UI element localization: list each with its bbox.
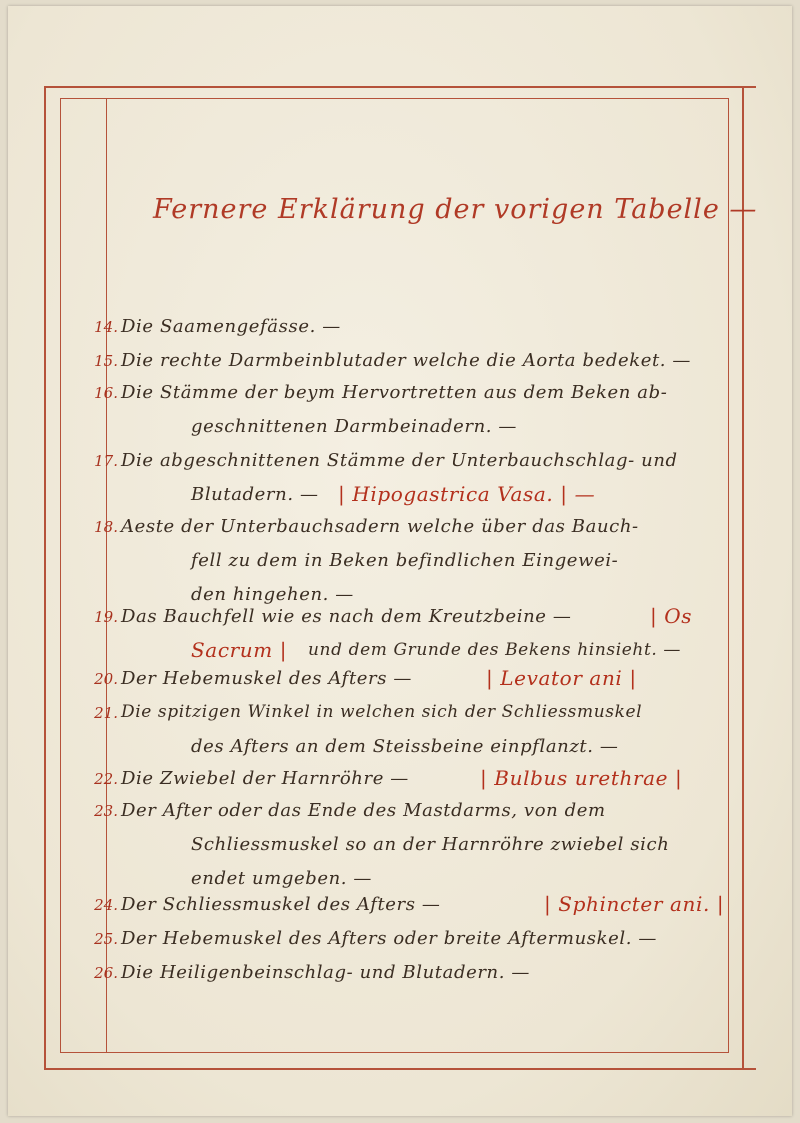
entry-row	[8, 342, 792, 376]
latin-term: | Bulbus urethrae |	[480, 766, 683, 790]
entry-number: 25.	[94, 930, 118, 948]
entry-number: 15.	[94, 352, 118, 370]
latin-term: | Hipogastrica Vasa. | —	[338, 482, 596, 506]
entry-line: Der Hebemuskel des Afters oder breite Aftermuskel. —	[121, 928, 657, 949]
entry-number: 26.	[94, 964, 118, 982]
entry-line: Schliessmuskel so an der Harnröhre zwiebel sich	[191, 834, 670, 855]
entry-number: 14.	[94, 318, 118, 336]
entry-line: endet umgeben. —	[191, 868, 373, 889]
latin-term: | Levator ani |	[486, 666, 637, 690]
entry-row	[8, 308, 792, 342]
entry-row	[8, 792, 792, 889]
entry-number: 23.	[94, 802, 118, 820]
latin-term: | Os	[650, 604, 693, 628]
latin-term: Sacrum |	[191, 638, 288, 662]
entry-line: Die Zwiebel der Harnröhre —	[121, 768, 409, 789]
entry-line: Die Stämme der beym Hervortretten aus dem Beken ab-	[121, 382, 668, 403]
entry-number: 24.	[94, 896, 118, 914]
entry-line: geschnittenen Darmbeinadern. —	[191, 416, 518, 437]
entry-line: Die Saamengefässe. —	[121, 316, 341, 337]
entry-number: 16.	[94, 384, 118, 402]
entry-line: Der Schliessmuskel des Afters —	[121, 894, 441, 915]
entry-line: Die abgeschnittenen Stämme der Unterbauchschlag- und	[121, 450, 678, 471]
entry-line: Blutadern. —	[191, 484, 319, 505]
entry-line: den hingehen. —	[191, 584, 354, 605]
entry-line: fell zu dem in Beken befindlichen Eingewei-	[191, 550, 619, 571]
entry-list	[8, 6, 792, 1116]
entry-line: Die rechte Darmbeinblutader welche die Aorta bedeket. —	[121, 350, 692, 371]
entry-row	[8, 660, 792, 694]
entry-number: 17.	[94, 452, 118, 470]
entry-row	[8, 954, 792, 988]
entry-line: des Afters an dem Steissbeine einpflanzt. —	[191, 736, 619, 757]
entry-row	[8, 442, 792, 506]
entry-row	[8, 760, 792, 794]
entry-line: Der Hebemuskel des Afters —	[121, 668, 412, 689]
entry-number: 18.	[94, 518, 118, 536]
entry-row	[8, 508, 792, 605]
entry-line: Die Heiligenbeinschlag- und Blutadern. —	[121, 962, 530, 983]
entry-number: 21.	[94, 704, 118, 722]
entry-line: Die spitzigen Winkel in welchen sich der Schliessmuskel	[121, 702, 643, 722]
entry-row	[8, 374, 792, 437]
title-text: Fernere Erklärung der vorigen Tabelle —	[153, 194, 758, 225]
entry-number: 20.	[94, 670, 118, 688]
entry-line: Der After oder das Ende des Mastdarms, von dem	[121, 800, 606, 821]
entry-number: 22.	[94, 770, 118, 788]
manuscript-page	[8, 6, 792, 1116]
entry-line: Aeste der Unterbauchsadern welche über das Bauch-	[121, 516, 639, 537]
entry-row	[8, 886, 792, 920]
entry-line: und dem Grunde des Bekens hinsieht. —	[308, 640, 682, 660]
entry-line: Das Bauchfell wie es nach dem Kreutzbeine —	[121, 606, 572, 627]
entry-number: 19.	[94, 608, 118, 626]
entry-row	[8, 920, 792, 954]
entry-row	[8, 598, 792, 662]
latin-term: | Sphincter ani. |	[544, 892, 725, 916]
entry-row	[8, 694, 792, 757]
